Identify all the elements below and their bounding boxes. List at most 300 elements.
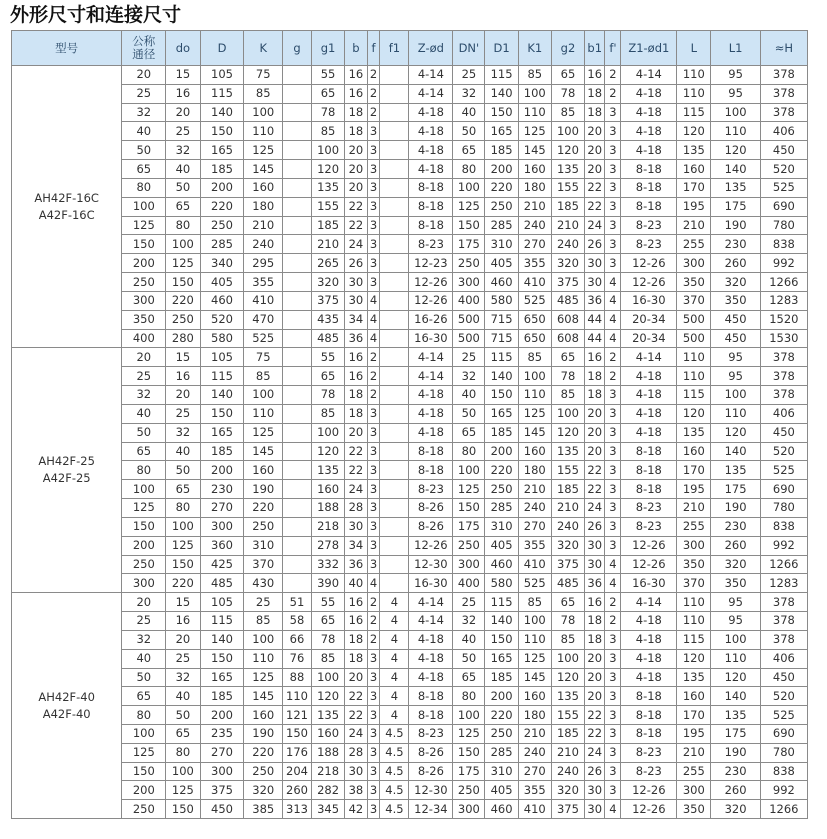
cell-b: 22 [345, 216, 367, 235]
cell-fp: 3 [605, 160, 621, 179]
cell-z1d1: 8-18 [621, 197, 677, 216]
cell-g2: 120 [551, 423, 584, 442]
cell-k: 240 [244, 235, 283, 254]
cell-l1: 100 [711, 630, 760, 649]
cell-dn: 100 [122, 197, 166, 216]
cell-d1: 150 [485, 630, 518, 649]
cell-g1: 135 [311, 461, 344, 480]
cell-dn: 40 [122, 649, 166, 668]
cell-dnp: 80 [453, 687, 485, 706]
cell-l1: 135 [711, 461, 760, 480]
cell-dn: 80 [122, 178, 166, 197]
cell-fp: 3 [605, 141, 621, 160]
cell-d1: 405 [485, 781, 518, 800]
cell-f: 3 [367, 687, 380, 706]
cell-b1: 16 [585, 66, 605, 85]
cell-dnp: 50 [453, 404, 485, 423]
table-row [12, 743, 808, 762]
cell-g1: 65 [311, 612, 344, 631]
cell-l1: 140 [711, 442, 760, 461]
cell-k: 160 [244, 461, 283, 480]
cell-b1: 36 [585, 291, 605, 310]
cell-k1: 110 [518, 386, 551, 405]
cell-g2: 608 [551, 329, 584, 348]
table-row [12, 216, 808, 235]
cell-h: 450 [760, 668, 807, 687]
cell-l: 300 [677, 254, 711, 273]
cell-z1d1: 20-34 [621, 310, 677, 329]
cell-l1: 140 [711, 160, 760, 179]
table-row [12, 574, 808, 593]
cell-f: 3 [367, 404, 380, 423]
cell-g [283, 499, 312, 518]
cell-g1: 332 [311, 555, 344, 574]
cell-dn: 32 [122, 103, 166, 122]
cell-z1d1: 8-23 [621, 499, 677, 518]
cell-fp: 3 [605, 743, 621, 762]
cell-b1: 44 [585, 310, 605, 329]
cell-fp: 3 [605, 442, 621, 461]
cell-b: 34 [345, 536, 367, 555]
cell-f: 2 [367, 593, 380, 612]
cell-b: 22 [345, 461, 367, 480]
cell-b1: 20 [585, 160, 605, 179]
cell-fp: 4 [605, 574, 621, 593]
cell-d: 485 [200, 574, 244, 593]
cell-g [283, 536, 312, 555]
cell-d1: 220 [485, 706, 518, 725]
cell-f1 [380, 178, 409, 197]
cell-dn: 40 [122, 404, 166, 423]
model-group-cell [12, 348, 122, 593]
table-body [12, 66, 808, 819]
cell-zd: 16-30 [409, 329, 453, 348]
column-header-text: 公称 [132, 34, 156, 48]
cell-g [283, 178, 312, 197]
cell-dn: 20 [122, 66, 166, 85]
cell-f: 3 [367, 442, 380, 461]
cell-l: 160 [677, 442, 711, 461]
cell-l: 500 [677, 310, 711, 329]
cell-zd: 12-34 [409, 800, 453, 819]
cell-h: 378 [760, 348, 807, 367]
cell-b: 26 [345, 254, 367, 273]
cell-g2: 78 [551, 367, 584, 386]
cell-g: 66 [283, 630, 312, 649]
cell-f: 3 [367, 235, 380, 254]
cell-f: 3 [367, 649, 380, 668]
cell-do: 16 [166, 84, 200, 103]
header-row [12, 31, 808, 66]
cell-do: 20 [166, 630, 200, 649]
cell-l: 300 [677, 536, 711, 555]
cell-g [283, 273, 312, 292]
cell-f: 3 [367, 536, 380, 555]
cell-g1: 78 [311, 386, 344, 405]
column-header-dn [122, 31, 166, 66]
cell-g1: 188 [311, 499, 344, 518]
cell-dnp: 40 [453, 386, 485, 405]
cell-zd: 8-18 [409, 216, 453, 235]
cell-k1: 270 [518, 762, 551, 781]
cell-g2: 320 [551, 781, 584, 800]
column-header-text: K [259, 40, 268, 55]
column-header-text: b1 [587, 40, 603, 55]
table-row [12, 480, 808, 499]
model-name: AH42F-16C [34, 190, 99, 205]
cell-fp: 3 [605, 423, 621, 442]
cell-zd: 4-18 [409, 386, 453, 405]
cell-zd: 8-18 [409, 687, 453, 706]
cell-g1: 100 [311, 668, 344, 687]
cell-g2: 608 [551, 310, 584, 329]
cell-dnp: 80 [453, 442, 485, 461]
cell-b: 16 [345, 66, 367, 85]
cell-dnp: 150 [453, 216, 485, 235]
cell-zd: 12-23 [409, 254, 453, 273]
cell-dnp: 32 [453, 612, 485, 631]
cell-fp: 3 [605, 254, 621, 273]
cell-g1: 100 [311, 423, 344, 442]
cell-b1: 18 [585, 386, 605, 405]
cell-b: 18 [345, 630, 367, 649]
cell-l1: 120 [711, 423, 760, 442]
cell-f1 [380, 235, 409, 254]
cell-b: 36 [345, 329, 367, 348]
cell-do: 80 [166, 499, 200, 518]
table-row [12, 517, 808, 536]
cell-d1: 285 [485, 499, 518, 518]
cell-k: 220 [244, 743, 283, 762]
cell-z1d1: 8-18 [621, 160, 677, 179]
table-row [12, 254, 808, 273]
table-row [12, 499, 808, 518]
cell-b: 20 [345, 668, 367, 687]
cell-l1: 190 [711, 216, 760, 235]
cell-zd: 4-14 [409, 66, 453, 85]
cell-f1: 4 [380, 706, 409, 725]
cell-b1: 30 [585, 555, 605, 574]
table-row [12, 160, 808, 179]
cell-k1: 240 [518, 743, 551, 762]
cell-do: 250 [166, 310, 200, 329]
cell-do: 50 [166, 178, 200, 197]
table-row [12, 84, 808, 103]
cell-f: 4 [367, 574, 380, 593]
cell-k: 85 [244, 367, 283, 386]
cell-k: 145 [244, 442, 283, 461]
cell-g [283, 160, 312, 179]
column-header-text: 型号 [55, 40, 79, 55]
table-row [12, 291, 808, 310]
cell-b: 22 [345, 197, 367, 216]
cell-g2: 100 [551, 649, 584, 668]
cell-h: 520 [760, 442, 807, 461]
cell-d: 425 [200, 555, 244, 574]
cell-f1 [380, 442, 409, 461]
cell-b: 24 [345, 480, 367, 499]
cell-do: 80 [166, 216, 200, 235]
cell-g2: 120 [551, 141, 584, 160]
cell-z1d1: 8-18 [621, 442, 677, 461]
cell-z1d1: 8-18 [621, 480, 677, 499]
cell-f1: 4.5 [380, 762, 409, 781]
cell-f: 2 [367, 348, 380, 367]
cell-zd: 8-18 [409, 461, 453, 480]
cell-b: 30 [345, 273, 367, 292]
cell-g1: 218 [311, 762, 344, 781]
cell-d: 150 [200, 404, 244, 423]
cell-k1: 180 [518, 178, 551, 197]
cell-h: 378 [760, 84, 807, 103]
cell-k: 180 [244, 197, 283, 216]
cell-do: 16 [166, 367, 200, 386]
cell-k: 355 [244, 273, 283, 292]
cell-l: 120 [677, 649, 711, 668]
cell-b1: 26 [585, 235, 605, 254]
cell-h: 690 [760, 724, 807, 743]
cell-fp: 2 [605, 367, 621, 386]
cell-l: 210 [677, 499, 711, 518]
cell-d1: 220 [485, 178, 518, 197]
cell-z1d1: 8-23 [621, 235, 677, 254]
cell-l1: 175 [711, 480, 760, 499]
cell-h: 378 [760, 593, 807, 612]
cell-g2: 155 [551, 178, 584, 197]
cell-b1: 20 [585, 649, 605, 668]
cell-zd: 8-23 [409, 724, 453, 743]
cell-g1: 55 [311, 348, 344, 367]
cell-fp: 3 [605, 197, 621, 216]
cell-zd: 4-14 [409, 593, 453, 612]
column-header-g1 [311, 31, 344, 66]
cell-f1: 4.5 [380, 781, 409, 800]
cell-b: 16 [345, 593, 367, 612]
cell-k1: 145 [518, 668, 551, 687]
cell-d1: 250 [485, 197, 518, 216]
column-header-text: Z-ød [417, 40, 444, 55]
cell-z1d1: 4-18 [621, 649, 677, 668]
cell-d1: 150 [485, 103, 518, 122]
cell-dnp: 125 [453, 197, 485, 216]
cell-f: 2 [367, 103, 380, 122]
cell-z1d1: 4-14 [621, 593, 677, 612]
cell-dnp: 100 [453, 178, 485, 197]
cell-b1: 18 [585, 367, 605, 386]
cell-fp: 3 [605, 687, 621, 706]
cell-fp: 3 [605, 404, 621, 423]
cell-g1: 100 [311, 141, 344, 160]
cell-b: 18 [345, 122, 367, 141]
cell-g [283, 404, 312, 423]
cell-f: 3 [367, 706, 380, 725]
cell-l1: 120 [711, 668, 760, 687]
cell-dnp: 40 [453, 630, 485, 649]
cell-do: 25 [166, 649, 200, 668]
column-header-k1 [518, 31, 551, 66]
cell-f1 [380, 273, 409, 292]
table-row [12, 593, 808, 612]
cell-g: 176 [283, 743, 312, 762]
cell-g: 110 [283, 687, 312, 706]
column-header-text: g [293, 40, 301, 55]
cell-k1: 100 [518, 612, 551, 631]
cell-fp: 3 [605, 480, 621, 499]
cell-zd: 8-26 [409, 743, 453, 762]
table-row [12, 668, 808, 687]
table-row [12, 141, 808, 160]
cell-d: 165 [200, 668, 244, 687]
cell-k: 160 [244, 178, 283, 197]
table-row [12, 103, 808, 122]
cell-h: 838 [760, 762, 807, 781]
cell-f: 3 [367, 141, 380, 160]
cell-l: 255 [677, 517, 711, 536]
cell-dnp: 400 [453, 574, 485, 593]
cell-k1: 100 [518, 367, 551, 386]
cell-d1: 140 [485, 612, 518, 631]
cell-fp: 3 [605, 649, 621, 668]
cell-l: 120 [677, 122, 711, 141]
cell-d: 580 [200, 329, 244, 348]
cell-z1d1: 4-18 [621, 367, 677, 386]
cell-d1: 220 [485, 461, 518, 480]
cell-f: 2 [367, 386, 380, 405]
cell-f1: 4 [380, 687, 409, 706]
cell-z1d1: 12-26 [621, 555, 677, 574]
cell-do: 20 [166, 103, 200, 122]
cell-b: 36 [345, 555, 367, 574]
cell-g2: 240 [551, 762, 584, 781]
cell-g2: 120 [551, 668, 584, 687]
cell-l1: 350 [711, 291, 760, 310]
cell-h: 525 [760, 178, 807, 197]
cell-dn: 350 [122, 310, 166, 329]
cell-b1: 30 [585, 254, 605, 273]
cell-l: 195 [677, 724, 711, 743]
cell-k1: 650 [518, 310, 551, 329]
cell-k1: 160 [518, 442, 551, 461]
cell-h: 1283 [760, 291, 807, 310]
column-header-text: g2 [560, 40, 576, 55]
cell-b1: 22 [585, 461, 605, 480]
cell-zd: 8-18 [409, 178, 453, 197]
cell-l: 135 [677, 141, 711, 160]
cell-g [283, 254, 312, 273]
cell-g [283, 517, 312, 536]
cell-b: 18 [345, 649, 367, 668]
cell-l1: 135 [711, 706, 760, 725]
table-row [12, 555, 808, 574]
cell-k: 145 [244, 687, 283, 706]
cell-zd: 4-14 [409, 612, 453, 631]
cell-f1 [380, 367, 409, 386]
cell-d: 185 [200, 160, 244, 179]
cell-dn: 25 [122, 84, 166, 103]
cell-g1: 265 [311, 254, 344, 273]
cell-z1d1: 8-23 [621, 216, 677, 235]
cell-z1d1: 4-18 [621, 612, 677, 631]
cell-z1d1: 16-30 [621, 291, 677, 310]
cell-l: 110 [677, 84, 711, 103]
cell-d1: 405 [485, 536, 518, 555]
table-row [12, 630, 808, 649]
cell-zd: 4-18 [409, 630, 453, 649]
cell-g: 51 [283, 593, 312, 612]
cell-dnp: 300 [453, 555, 485, 574]
cell-d: 200 [200, 706, 244, 725]
cell-d1: 460 [485, 800, 518, 819]
cell-d: 200 [200, 178, 244, 197]
cell-g2: 65 [551, 593, 584, 612]
column-header-text: b [352, 40, 360, 55]
cell-do: 125 [166, 781, 200, 800]
cell-k: 75 [244, 66, 283, 85]
cell-z1d1: 8-18 [621, 178, 677, 197]
cell-dnp: 150 [453, 499, 485, 518]
column-header-f1 [380, 31, 409, 66]
cell-dnp: 40 [453, 103, 485, 122]
cell-dnp: 25 [453, 66, 485, 85]
cell-f1: 4 [380, 593, 409, 612]
cell-dn: 125 [122, 743, 166, 762]
cell-z1d1: 4-18 [621, 84, 677, 103]
cell-k: 190 [244, 480, 283, 499]
cell-g2: 100 [551, 404, 584, 423]
cell-g1: 435 [311, 310, 344, 329]
cell-l: 350 [677, 273, 711, 292]
cell-b1: 16 [585, 593, 605, 612]
cell-g2: 185 [551, 480, 584, 499]
cell-z1d1: 4-18 [621, 122, 677, 141]
cell-z1d1: 4-18 [621, 103, 677, 122]
column-header-text: L1 [728, 40, 743, 55]
cell-k1: 85 [518, 66, 551, 85]
cell-l1: 350 [711, 574, 760, 593]
cell-zd: 4-18 [409, 122, 453, 141]
cell-d1: 200 [485, 687, 518, 706]
cell-dn: 50 [122, 423, 166, 442]
cell-f: 3 [367, 122, 380, 141]
cell-dnp: 80 [453, 160, 485, 179]
cell-do: 65 [166, 724, 200, 743]
cell-d: 270 [200, 743, 244, 762]
cell-dn: 200 [122, 781, 166, 800]
cell-g1: 65 [311, 84, 344, 103]
cell-b1: 24 [585, 499, 605, 518]
cell-f1 [380, 66, 409, 85]
cell-d1: 580 [485, 574, 518, 593]
cell-do: 125 [166, 536, 200, 555]
cell-b: 30 [345, 517, 367, 536]
cell-z1d1: 12-26 [621, 273, 677, 292]
cell-fp: 3 [605, 762, 621, 781]
cell-do: 125 [166, 254, 200, 273]
cell-zd: 4-18 [409, 141, 453, 160]
column-header-zd [409, 31, 453, 66]
cell-l1: 110 [711, 649, 760, 668]
column-header-b1 [585, 31, 605, 66]
cell-d: 235 [200, 724, 244, 743]
cell-l1: 175 [711, 197, 760, 216]
cell-do: 150 [166, 273, 200, 292]
column-header-l [677, 31, 711, 66]
cell-k1: 650 [518, 329, 551, 348]
cell-dn: 200 [122, 254, 166, 273]
cell-l1: 95 [711, 348, 760, 367]
cell-fp: 4 [605, 273, 621, 292]
cell-d1: 165 [485, 404, 518, 423]
